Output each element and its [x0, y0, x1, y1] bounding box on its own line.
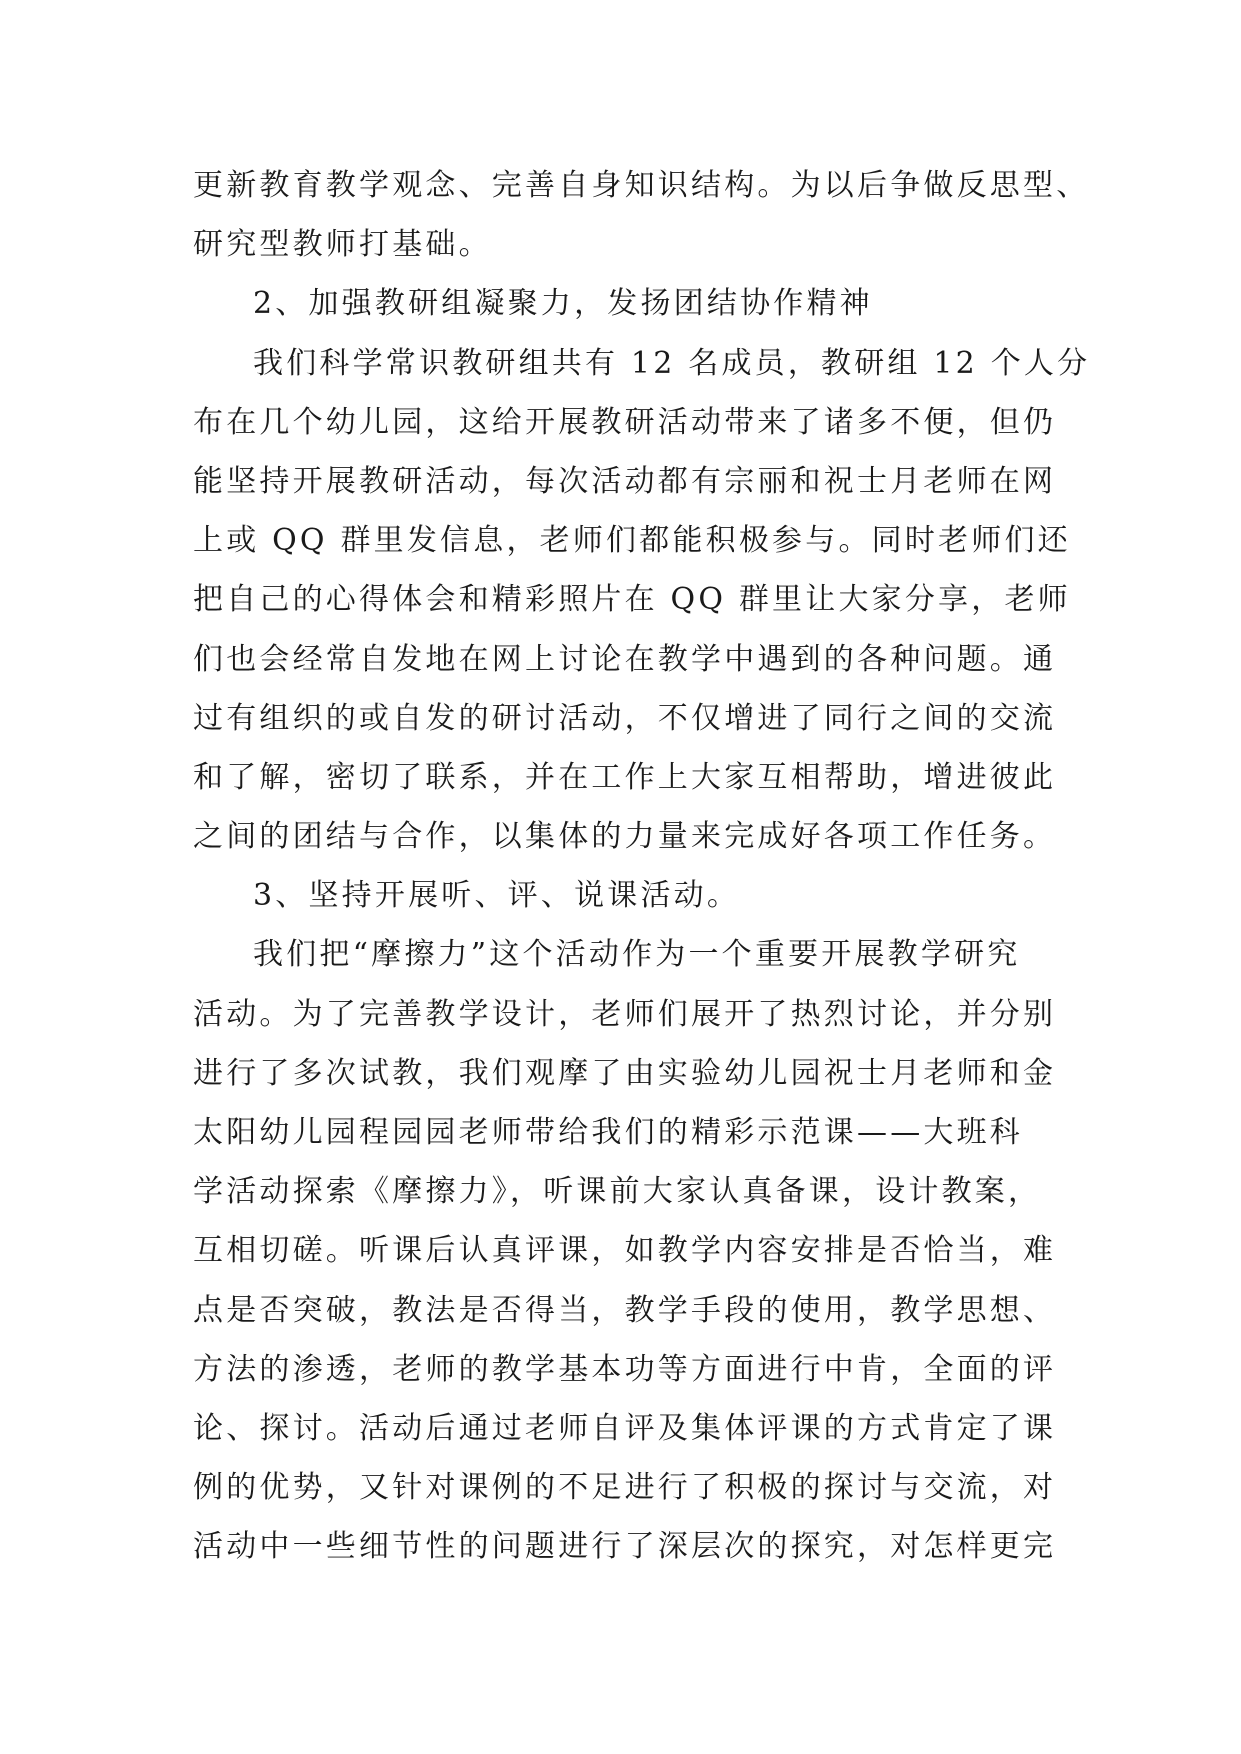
- text-line: 论、探讨。活动后通过老师自评及集体评课的方式肯定了课: [193, 1410, 1057, 1446]
- text-line: 们也会经常自发地在网上讨论在教学中遇到的各种问题。通: [193, 641, 1057, 677]
- text-line: 研究型教师打基础。: [193, 227, 492, 263]
- text-line: 过有组织的或自发的研讨活动，不仅增进了同行之间的交流: [193, 700, 1057, 736]
- text-line: 上或 QQ 群里发信息，老师们都能积极参与。同时老师们还: [193, 523, 1071, 559]
- text-line: 和了解，密切了联系，并在工作上大家互相帮助，增进彼此: [193, 759, 1057, 795]
- text-line: 点是否突破，教法是否得当，教学手段的使用，教学思想、: [193, 1292, 1057, 1328]
- text-line: 太阳幼儿园程园园老师带给我们的精彩示范课——大班科: [193, 1115, 1023, 1150]
- text-line: 之间的团结与合作，以集体的力量来完成好各项工作任务。: [193, 819, 1057, 855]
- text-line: 学活动探索《摩擦力》，听课前大家认真备课，设计教案，: [193, 1174, 1042, 1210]
- text-line: 活动中一些细节性的问题进行了深层次的探究，对怎样更完: [193, 1529, 1057, 1565]
- text-line: 活动。为了完善教学设计，老师们展开了热烈讨论，并分别: [193, 996, 1057, 1032]
- text-line: 方法的渗透，老师的教学基本功等方面进行中肯，全面的评: [193, 1351, 1057, 1387]
- text-line: 进行了多次试教，我们观摩了由实验幼儿园祝士月老师和金: [193, 1055, 1057, 1091]
- text-line: 能坚持开展教研活动，每次活动都有宗丽和祝士月老师在网: [193, 463, 1057, 499]
- text-line: 互相切磋。听课后认真评课，如教学内容安排是否恰当，难: [193, 1233, 1057, 1269]
- text-line: 把自己的心得体会和精彩照片在 QQ 群里让大家分享，老师: [193, 582, 1071, 618]
- text-line: 我们把“摩擦力”这个活动作为一个重要开展教学研究: [253, 937, 1021, 973]
- text-line: 例的优势，又针对课例的不足进行了积极的探讨与交流，对: [193, 1470, 1057, 1506]
- text-line: 布在几个幼儿园，这给开展教研活动带来了诸多不便，但仍: [193, 404, 1057, 440]
- section-heading: 2、加强教研组凝聚力，发扬团结协作精神: [253, 286, 873, 322]
- text-line: 更新教育教学观念、完善自身知识结构。为以后争做反思型、: [193, 168, 1090, 203]
- body-text: [193, 156, 1091, 1577]
- section-heading: 3、坚持开展听、评、说课活动。: [253, 878, 741, 914]
- text-line: 我们科学常识教研组共有 12 名成员，教研组 12 个人分: [253, 345, 1091, 381]
